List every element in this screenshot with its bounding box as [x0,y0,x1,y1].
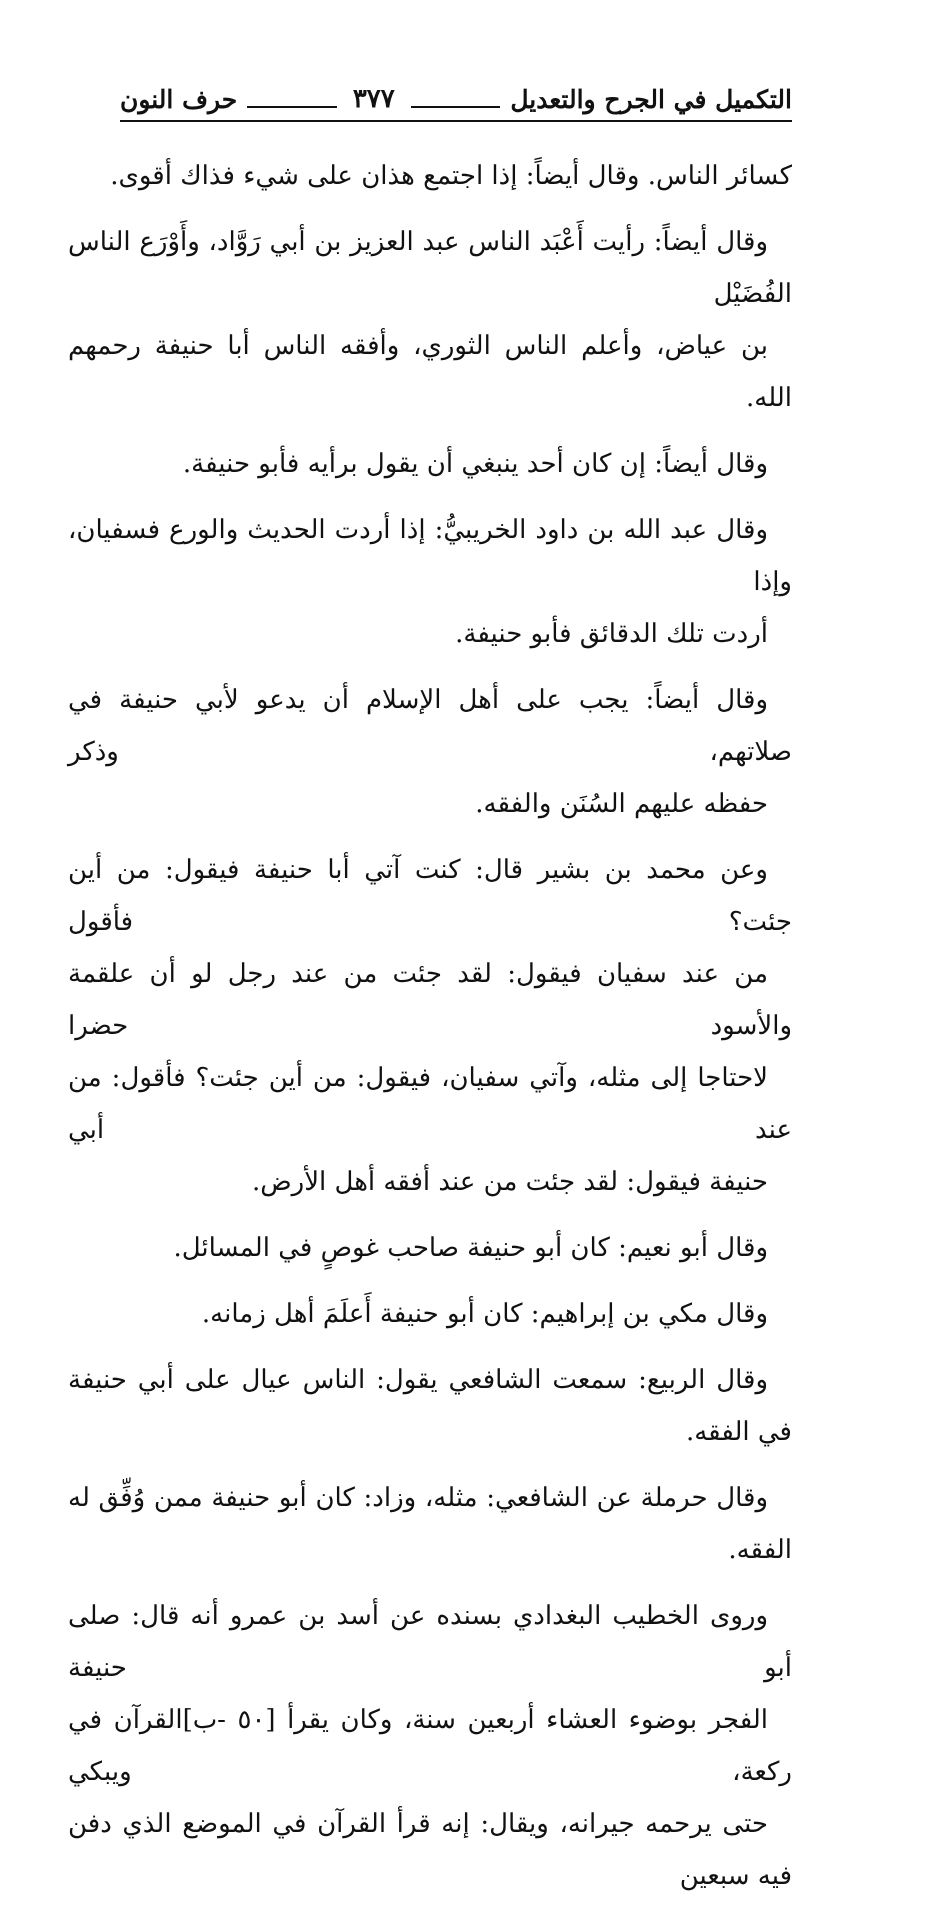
text-line: حفظه عليهم السُنَن والفقه. [475,789,768,819]
paragraph [68,438,792,490]
text-line: بن عياض، وأعلم الناس الثوري، وأفقه الناس أبا حنيفة رحمهم الله. [68,331,792,413]
paragraph [68,1590,792,1902]
text-line: وروى الخطيب البغدادي بسنده عن أسد بن عمرو أنه قال: صلى أبو حنيفة [68,1601,792,1683]
paragraph [68,1472,792,1576]
text-line: كسائر الناس. وقال أيضاً: إذا اجتمع هذان على شيء فذاك أقوى. [110,161,792,191]
header-rule-right [247,106,337,108]
text-line: وقال أيضاً: يجب على أهل الإسلام أن يدعو لأبي حنيفة في صلاتهم، وذكر [68,685,792,767]
text-line: لاحتاجا إلى مثله، وآتي سفيان، فيقول: من أين جئت؟ فأقول: من عند أبي [68,1063,792,1145]
header-rule-left [411,106,501,108]
paragraph [68,150,792,202]
text-line: وعن محمد بن بشير قال: كنت آتي أبا حنيفة فيقول: من أين جئت؟ فأقول [68,855,792,937]
text-line: وقال أبو نعيم: كان أبو حنيفة صاحب غوصٍ في المسائل. [173,1233,768,1263]
paragraph [68,216,792,424]
text-line: وقال مكي بن إبراهيم: كان أبو حنيفة أَعلَمَ أهل زمانه. [201,1299,768,1329]
paragraph [68,1222,792,1274]
running-header [120,78,792,122]
text-line: وقال عبد الله بن داود الخريبيُّ: إذا أردت الحديث والورع فسفيان، وإذا [68,515,792,597]
text-line: حنيفة فيقول: لقد جئت من عند أفقه أهل الأرض. [251,1167,768,1197]
section-title: حرف النون [119,84,238,114]
text-line: وقال الربيع: سمعت الشافعي يقول: الناس عيال على أبي حنيفة في الفقه. [68,1365,792,1447]
text-line: الفجر بوضوء العشاء أربعين سنة، وكان يقرأ [٥٠ -ب]القرآن في ركعة، ويبكي [68,1705,792,1787]
page-body [68,150,792,1916]
paragraph [68,844,792,1208]
paragraph [68,504,792,660]
text-line: من عند سفيان فيقول: لقد جئت من عند رجل لو أن علقمة والأسود حضرا [68,959,792,1041]
page-number: ٣٧٧ [352,84,395,114]
paragraph [68,1288,792,1340]
book-title: التكميل في الجرح والتعديل [510,84,792,114]
text-line: وقال أيضاً: رأيت أَعْبَد الناس عبد العزيز بن أبي رَوَّاد، وأَوْرَع الناس الفُضَيْل [68,227,792,309]
text-line: وقال حرملة عن الشافعي: مثله، وزاد: كان أبو حنيفة ممن وُفِّق له الفقه. [68,1483,792,1565]
text-line: أردت تلك الدقائق فأبو حنيفة. [455,619,768,649]
text-line: حتى يرحمه جيرانه، ويقال: إنه قرأ القرآن في الموضع الذي دفن فيه سبعين [68,1809,792,1891]
paragraph [68,674,792,830]
paragraph [68,1354,792,1458]
text-line: وقال أيضاً: إن كان أحد ينبغي أن يقول برأيه فأبو حنيفة. [182,449,768,479]
